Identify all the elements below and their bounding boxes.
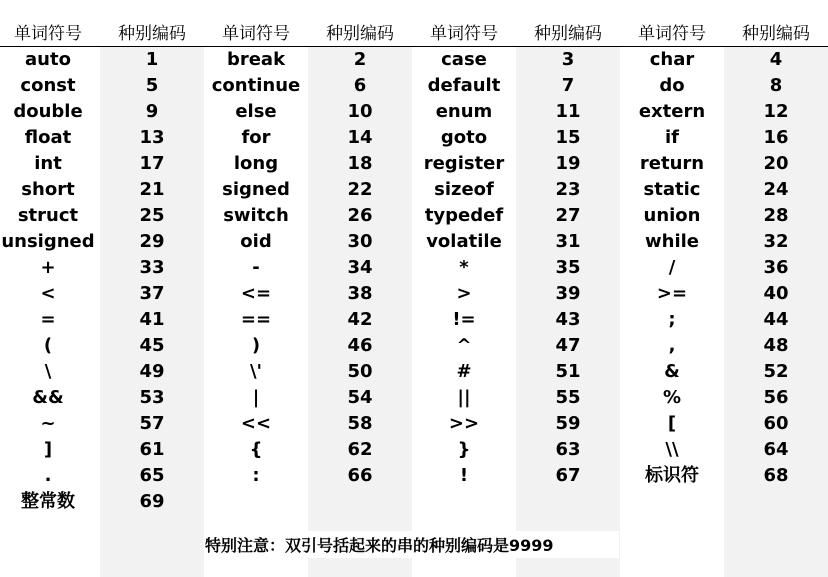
word-symbol-cell: char [649, 49, 695, 70]
word-symbol-cell: ~ [40, 413, 56, 434]
word-symbol-cell: double [13, 101, 83, 122]
type-code-cell: 11 [555, 101, 581, 122]
type-code-cell: 57 [139, 413, 165, 434]
type-code-cell: 20 [763, 153, 789, 174]
word-symbol-cell: > [456, 283, 472, 304]
type-code-cell: 52 [763, 361, 789, 382]
word-symbol-cell: ! [459, 465, 469, 486]
type-code-cell: 10 [347, 101, 373, 122]
type-code-cell: 69 [139, 491, 165, 512]
word-symbol-cell: switch [223, 205, 289, 226]
header-word-symbol: 单词符号 [638, 24, 706, 44]
type-code-cell: 18 [347, 153, 373, 174]
type-code-cell: 6 [353, 75, 367, 96]
word-symbol-cell: volatile [426, 231, 502, 252]
type-code-cell: 25 [139, 205, 165, 226]
special-note: 特别注意：双引号括起来的串的种别编码是9999 [205, 536, 554, 555]
word-symbol-cell: return [639, 153, 705, 174]
type-code-cell: 37 [139, 283, 165, 304]
word-symbol-cell: sizeof [434, 179, 494, 200]
word-symbol-cell: # [456, 361, 472, 382]
type-code-cell: 5 [145, 75, 159, 96]
type-code-cell: 46 [347, 335, 373, 356]
type-code-cell: 51 [555, 361, 581, 382]
word-symbol-cell: = [40, 309, 56, 330]
word-symbol-cell: ] [43, 439, 53, 460]
type-code-cell: 54 [347, 387, 373, 408]
type-code-cell: 15 [555, 127, 581, 148]
word-symbol-cell: goto [440, 127, 488, 148]
type-code-cell: 49 [139, 361, 165, 382]
type-code-cell: 55 [555, 387, 581, 408]
word-symbol-cell: <= [240, 283, 272, 304]
word-symbol-cell: ( [43, 335, 53, 356]
type-code-cell: 27 [555, 205, 581, 226]
word-symbol-cell: union [643, 205, 701, 226]
word-symbol-cell: do [659, 75, 685, 96]
word-symbol-cell: unsigned [1, 231, 95, 252]
type-code-cell: 33 [139, 257, 165, 278]
word-symbol-cell: ; [668, 309, 676, 330]
type-code-cell: 64 [763, 439, 789, 460]
word-symbol-cell: auto [25, 49, 71, 70]
type-code-cell: 16 [763, 127, 789, 148]
type-code-cell: 23 [555, 179, 581, 200]
type-code-cell: 17 [139, 153, 165, 174]
header-word-symbol: 单词符号 [222, 24, 290, 44]
word-symbol-cell: >> [448, 413, 480, 434]
word-symbol-cell: default [427, 75, 501, 96]
word-symbol-cell: % [662, 387, 682, 408]
word-symbol-cell: case [441, 49, 487, 70]
type-code-cell: 42 [347, 309, 373, 330]
type-code-cell: 67 [555, 465, 581, 486]
word-symbol-cell: : [252, 465, 260, 486]
header-word-symbol: 单词符号 [430, 24, 498, 44]
word-symbol-cell: long [233, 153, 279, 174]
word-symbol-cell: static [643, 179, 701, 200]
type-code-cell: 41 [139, 309, 165, 330]
header-type-code: 种别编码 [326, 24, 394, 44]
type-code-cell: 61 [139, 439, 165, 460]
word-symbol-cell: << [240, 413, 272, 434]
word-symbol-cell: >= [656, 283, 688, 304]
word-symbol-cell: < [40, 283, 56, 304]
type-code-cell: 63 [555, 439, 581, 460]
word-symbol-cell: != [452, 309, 476, 330]
word-symbol-cell: / [668, 257, 676, 278]
type-code-cell: 58 [347, 413, 373, 434]
type-code-cell: 43 [555, 309, 581, 330]
word-symbol-cell: if [664, 127, 679, 148]
word-symbol-cell: register [423, 153, 505, 174]
type-code-cell: 19 [555, 153, 581, 174]
type-code-cell: 14 [347, 127, 373, 148]
word-symbol-cell: 整常数 [21, 491, 75, 512]
type-code-cell: 56 [763, 387, 789, 408]
word-symbol-cell: + [40, 257, 56, 278]
type-code-cell: 8 [769, 75, 783, 96]
type-code-cell: 29 [139, 231, 165, 252]
type-code-cell: 30 [347, 231, 373, 252]
word-symbol-cell: - [252, 257, 260, 278]
word-symbol-cell: oid [240, 231, 272, 252]
type-code-cell: 22 [347, 179, 373, 200]
type-code-cell: 26 [347, 205, 373, 226]
type-code-cell: 24 [763, 179, 789, 200]
word-symbol-cell: . [44, 465, 52, 486]
word-symbol-cell: continue [211, 75, 301, 96]
type-code-cell: 45 [139, 335, 165, 356]
type-code-cell: 68 [763, 465, 789, 486]
type-code-cell: 7 [561, 75, 575, 96]
word-symbol-cell: while [645, 231, 699, 252]
header-type-code: 种别编码 [118, 24, 186, 44]
type-code-cell: 9 [145, 101, 159, 122]
type-code-cell: 38 [347, 283, 373, 304]
word-symbol-cell: \\ [665, 439, 679, 460]
word-symbol-cell: \' [249, 361, 263, 382]
word-symbol-cell: && [32, 387, 64, 408]
type-code-cell: 35 [555, 257, 581, 278]
word-symbol-cell: | [252, 387, 260, 408]
word-symbol-cell: \ [44, 361, 52, 382]
word-symbol-cell: , [668, 335, 676, 356]
word-symbol-cell: [ [667, 413, 677, 434]
type-code-cell: 3 [561, 49, 575, 70]
type-code-cell: 66 [347, 465, 373, 486]
header-type-code: 种别编码 [534, 24, 602, 44]
word-symbol-cell: float [24, 127, 72, 148]
header-type-code: 种别编码 [742, 24, 810, 44]
word-symbol-cell: struct [17, 205, 79, 226]
type-code-cell: 50 [347, 361, 373, 382]
word-symbol-cell: extern [638, 101, 706, 122]
header-word-symbol: 单词符号 [14, 24, 82, 44]
type-code-cell: 13 [139, 127, 165, 148]
type-code-cell: 21 [139, 179, 165, 200]
type-code-cell: 1 [145, 49, 159, 70]
type-code-cell: 32 [763, 231, 789, 252]
type-code-cell: 34 [347, 257, 373, 278]
type-code-cell: 65 [139, 465, 165, 486]
type-code-cell: 31 [555, 231, 581, 252]
type-code-cell: 48 [763, 335, 789, 356]
word-symbol-cell: break [226, 49, 286, 70]
word-symbol-cell: short [21, 179, 75, 200]
word-symbol-cell: * [459, 257, 469, 278]
word-symbol-cell: int [34, 153, 62, 174]
type-code-cell: 53 [139, 387, 165, 408]
word-symbol-cell: else [235, 101, 277, 122]
type-code-cell: 44 [763, 309, 789, 330]
word-symbol-cell: { [249, 439, 263, 460]
word-symbol-cell: || [457, 387, 471, 408]
type-code-cell: 39 [555, 283, 581, 304]
type-code-cell: 40 [763, 283, 789, 304]
word-symbol-cell: const [20, 75, 76, 96]
type-code-cell: 4 [769, 49, 783, 70]
word-symbol-cell: 标识符 [645, 465, 699, 486]
word-symbol-cell: } [457, 439, 471, 460]
word-symbol-cell: == [240, 309, 272, 330]
type-code-cell: 36 [763, 257, 789, 278]
word-symbol-cell: typedef [424, 205, 504, 226]
word-symbol-cell: for [241, 127, 271, 148]
type-code-cell: 28 [763, 205, 789, 226]
word-symbol-cell: enum [435, 101, 493, 122]
word-symbol-cell: signed [222, 179, 290, 200]
type-code-cell: 62 [347, 439, 373, 460]
word-symbol-cell: ) [251, 335, 261, 356]
type-code-cell: 47 [555, 335, 581, 356]
type-code-cell: 60 [763, 413, 789, 434]
type-code-cell: 2 [353, 49, 367, 70]
word-symbol-cell: & [664, 361, 680, 382]
word-symbol-cell: ^ [456, 335, 472, 356]
type-code-cell: 59 [555, 413, 581, 434]
type-code-cell: 12 [763, 101, 789, 122]
